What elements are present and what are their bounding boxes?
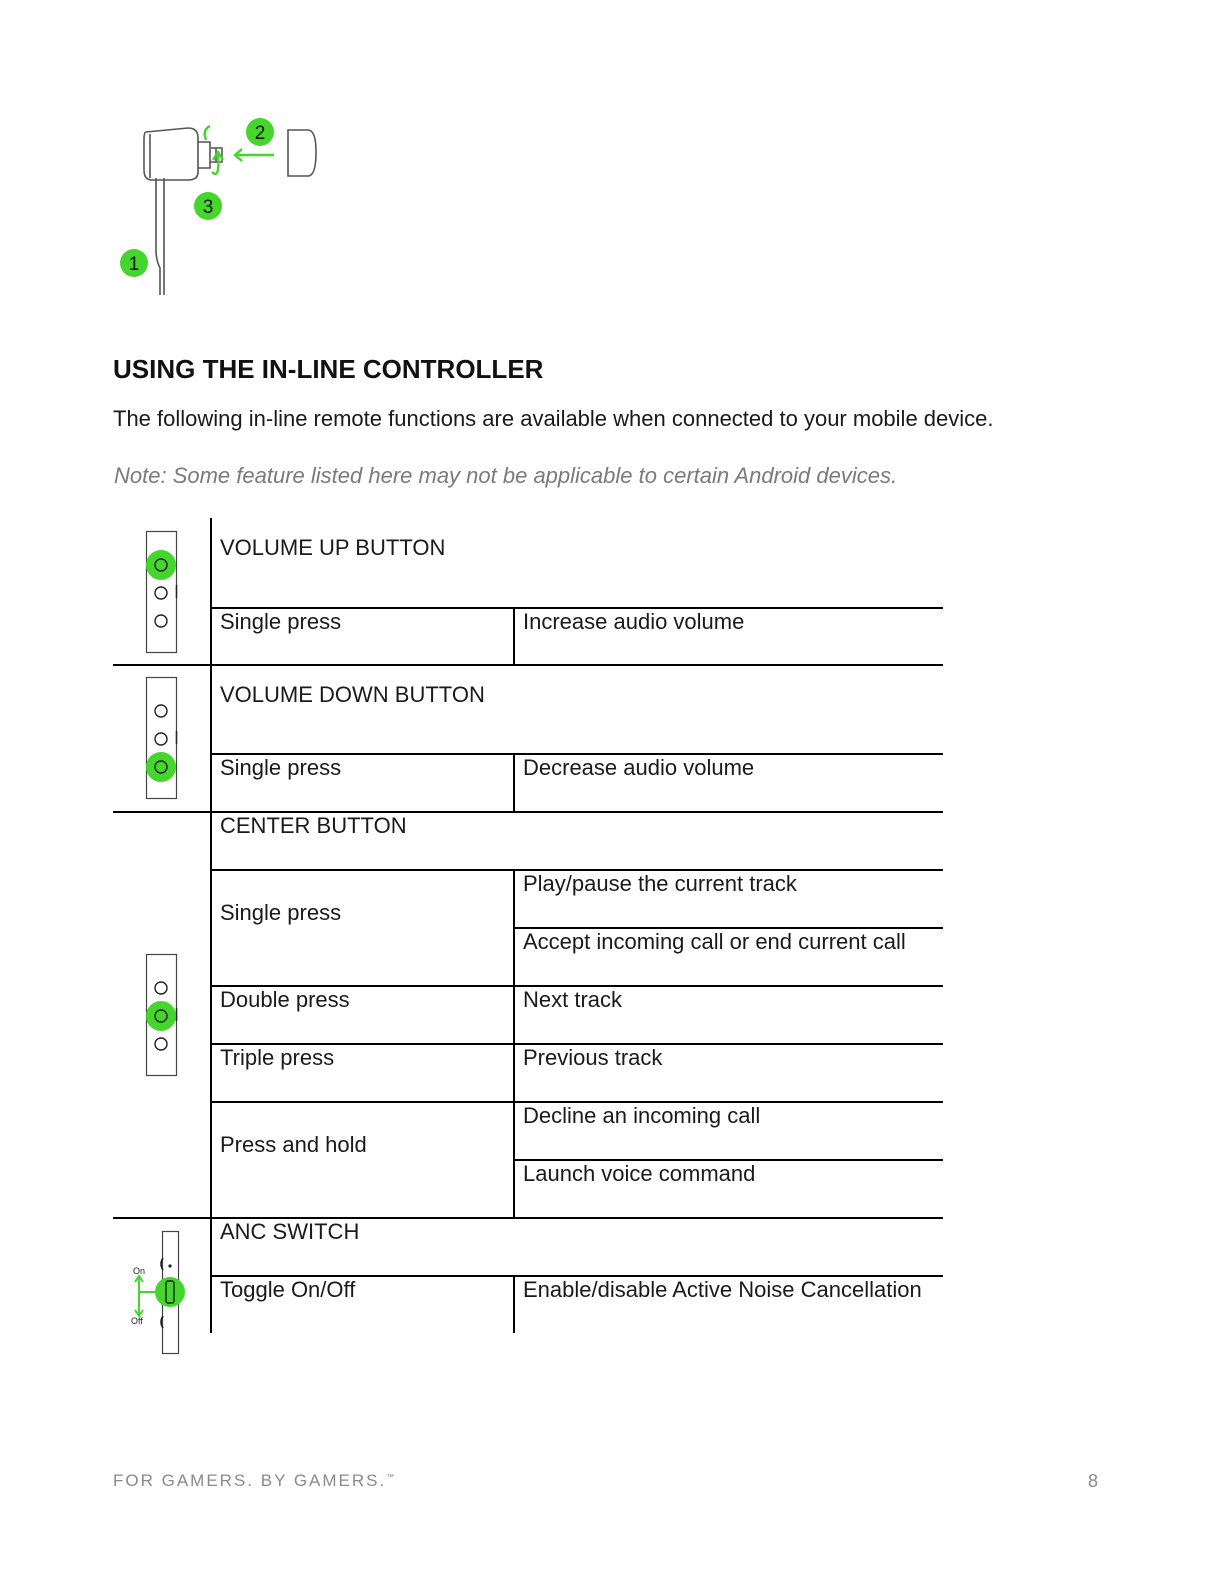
svg-text:1: 1 xyxy=(128,254,140,275)
table-rule xyxy=(113,664,943,666)
controller-volume-up-icon xyxy=(140,530,182,656)
anc-action: Toggle On/Off xyxy=(220,1277,356,1302)
svg-text:3: 3 xyxy=(202,197,214,218)
anc-switch-icon xyxy=(126,1228,190,1356)
anc-off-label: Off xyxy=(131,1316,143,1326)
center-triple-action: Triple press xyxy=(220,1045,335,1070)
center-single-action: Single press xyxy=(220,900,342,925)
volume-up-result: Increase audio volume xyxy=(523,609,745,634)
center-single-result-2: Accept incoming call or end current call xyxy=(523,929,906,954)
earbud-tip-illustration xyxy=(112,110,332,310)
anc-result: Enable/disable Active Noise Cancellation xyxy=(523,1277,922,1302)
volume-up-header: VOLUME UP BUTTON xyxy=(220,535,446,560)
center-hold-result-2: Launch voice command xyxy=(523,1161,756,1186)
table-divider xyxy=(513,753,515,812)
center-hold-action: Press and hold xyxy=(220,1132,367,1157)
step-badge-3 xyxy=(194,192,222,220)
section-title: USING THE IN-LINE CONTROLLER xyxy=(113,354,544,384)
center-triple-result: Previous track xyxy=(523,1045,663,1070)
table-divider xyxy=(513,607,515,665)
anc-header: ANC SWITCH xyxy=(220,1219,360,1244)
volume-down-header: VOLUME DOWN BUTTON xyxy=(220,682,485,707)
controller-volume-down-icon xyxy=(140,676,182,802)
step-badge-2 xyxy=(246,118,274,146)
anc-on-label: On xyxy=(133,1266,146,1276)
table-divider xyxy=(513,1275,515,1333)
note-paragraph: Note: Some feature listed here may not be applicable to certain Android devices. xyxy=(114,463,898,488)
center-double-result: Next track xyxy=(523,987,623,1012)
volume-up-action: Single press xyxy=(220,609,342,634)
trademark-mark: ™ xyxy=(386,1472,395,1482)
svg-text:2: 2 xyxy=(254,123,266,144)
footer-tagline: FOR GAMERS. BY GAMERS.™ xyxy=(113,1471,395,1490)
controller-center-button-icon xyxy=(140,953,182,1079)
volume-down-action: Single press xyxy=(220,755,342,780)
table-divider-vertical-left xyxy=(210,518,212,1333)
intro-paragraph: The following in-line remote functions are available when connected to your mobile device. xyxy=(113,406,994,431)
center-hold-result-1: Decline an incoming call xyxy=(523,1103,761,1128)
center-header: CENTER BUTTON xyxy=(220,813,407,838)
step-badge-1 xyxy=(120,249,148,277)
center-single-result-1: Play/pause the current track xyxy=(523,871,797,896)
center-double-action: Double press xyxy=(220,987,350,1012)
volume-down-result: Decrease audio volume xyxy=(523,755,755,780)
page-number: 8 xyxy=(1088,1471,1099,1491)
